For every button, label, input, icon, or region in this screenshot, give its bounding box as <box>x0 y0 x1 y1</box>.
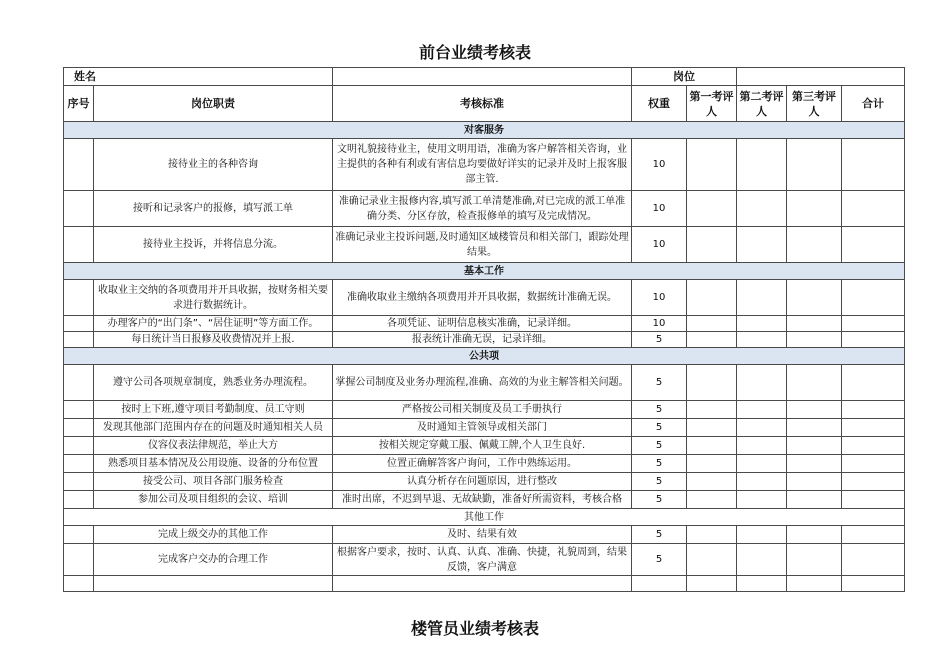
table-row <box>64 473 905 491</box>
evaluator-3-score-cell[interactable] <box>787 473 842 491</box>
evaluator-2-score-cell[interactable] <box>737 473 787 491</box>
section-title: 基本工作 <box>64 263 905 280</box>
evaluator-1-score-cell[interactable] <box>687 455 737 473</box>
evaluator-3-score-cell[interactable] <box>787 401 842 419</box>
total-score-cell[interactable] <box>842 191 905 227</box>
empty-cell[interactable] <box>94 576 333 592</box>
weight-cell: 5 <box>632 526 687 544</box>
section-row <box>64 263 905 280</box>
evaluator-2-score-cell[interactable] <box>737 139 787 191</box>
standard-cell: 认真分析存在问题原因，进行整改 <box>333 473 632 491</box>
evaluator-3-score-cell[interactable] <box>787 332 842 348</box>
total-score-cell[interactable] <box>842 455 905 473</box>
duty-cell: 完成客户交办的合理工作 <box>94 544 333 576</box>
total-score-cell[interactable] <box>842 526 905 544</box>
total-score-cell[interactable] <box>842 401 905 419</box>
duty-header: 岗位职责 <box>94 86 333 122</box>
standard-header: 考核标准 <box>333 86 632 122</box>
evaluator-1-score-cell[interactable] <box>687 332 737 348</box>
seq-cell[interactable] <box>64 316 94 332</box>
standard-cell: 根据客户要求，按时、认真、认真、准确、快捷，礼貌周到，结果反馈，客户满意 <box>333 544 632 576</box>
total-score-cell[interactable] <box>842 419 905 437</box>
evaluator-1-score-cell[interactable] <box>687 365 737 401</box>
evaluator-2-score-cell[interactable] <box>737 280 787 316</box>
standard-cell: 文明礼貌接待业主，使用文明用语，准确为客户解答相关咨询，业主提供的各种有利或有害信息均要做好详实的记录并及时上报客服部主管. <box>333 139 632 191</box>
evaluator-2-score-cell[interactable] <box>737 332 787 348</box>
evaluator-2-score-cell[interactable] <box>737 544 787 576</box>
evaluator-1-score-cell[interactable] <box>687 227 737 263</box>
name-label: 姓名 <box>64 68 333 86</box>
seq-cell[interactable] <box>64 544 94 576</box>
evaluator-3-score-cell[interactable] <box>787 139 842 191</box>
duty-cell: 接待业主的各种咨询 <box>94 139 333 191</box>
section-title: 公共项 <box>64 348 905 365</box>
weight-cell: 5 <box>632 437 687 455</box>
weight-cell: 10 <box>632 227 687 263</box>
table-row <box>64 526 905 544</box>
standard-cell: 各项凭证、证明信息核实准确，记录详细。 <box>333 316 632 332</box>
weight-cell: 10 <box>632 139 687 191</box>
duty-cell: 接听和记录客户的报修，填写派工单 <box>94 191 333 227</box>
empty-cell[interactable] <box>632 576 687 592</box>
seq-cell[interactable] <box>64 332 94 348</box>
total-score-cell[interactable] <box>842 544 905 576</box>
standard-cell: 按相关规定穿戴工服、佩戴工牌,个人卫生良好. <box>333 437 632 455</box>
duty-cell: 仪容仪表法律规范，举止大方 <box>94 437 333 455</box>
evaluator-3-score-cell[interactable] <box>787 316 842 332</box>
table-row <box>64 316 905 332</box>
seq-cell[interactable] <box>64 419 94 437</box>
evaluator-2-score-cell[interactable] <box>737 419 787 437</box>
standard-cell: 及时、结果有效 <box>333 526 632 544</box>
evaluator-3-score-cell[interactable] <box>787 280 842 316</box>
seq-cell[interactable] <box>64 191 94 227</box>
weight-cell: 5 <box>632 419 687 437</box>
total-score-cell[interactable] <box>842 437 905 455</box>
seq-cell[interactable] <box>64 526 94 544</box>
weight-cell: 5 <box>632 544 687 576</box>
weight-cell: 5 <box>632 491 687 509</box>
seq-cell[interactable] <box>64 455 94 473</box>
total-score-cell[interactable] <box>842 280 905 316</box>
evaluator-1-score-cell[interactable] <box>687 419 737 437</box>
seq-cell[interactable] <box>64 280 94 316</box>
duty-cell: 收取业主交纳的各项费用并开具收据，按财务相关要求进行数据统计。 <box>94 280 333 316</box>
seq-cell[interactable] <box>64 139 94 191</box>
standard-cell: 准确记录业主投诉问题,及时通知区域楼管员和相关部门，跟踪处理结果。 <box>333 227 632 263</box>
empty-cell[interactable] <box>64 576 94 592</box>
standard-cell: 位置正确解答客户询问，工作中熟练运用。 <box>333 455 632 473</box>
evaluator-1-score-cell[interactable] <box>687 280 737 316</box>
seq-header: 序号 <box>64 86 94 122</box>
evaluator-3-header: 第三考评人 <box>787 86 842 122</box>
seq-cell[interactable] <box>64 365 94 401</box>
standard-cell: 掌握公司制度及业务办理流程,准确、高效的为业主解答相关问题。 <box>333 365 632 401</box>
section-title: 其他工作 <box>64 509 905 526</box>
duty-cell: 按时上下班,遵守项目考勤制度、员工守则 <box>94 401 333 419</box>
duty-cell: 参加公司及项目组织的会议、培训 <box>94 491 333 509</box>
evaluator-2-header: 第二考评人 <box>737 86 787 122</box>
total-score-cell[interactable] <box>842 332 905 348</box>
evaluator-3-score-cell[interactable] <box>787 491 842 509</box>
section-row <box>64 122 905 139</box>
weight-cell: 10 <box>632 316 687 332</box>
evaluator-1-score-cell[interactable] <box>687 316 737 332</box>
table-row <box>64 401 905 419</box>
weight-cell: 10 <box>632 280 687 316</box>
weight-cell: 5 <box>632 473 687 491</box>
evaluator-1-score-cell[interactable] <box>687 191 737 227</box>
empty-cell[interactable] <box>687 576 737 592</box>
seq-cell[interactable] <box>64 473 94 491</box>
total-score-cell[interactable] <box>842 139 905 191</box>
table-row <box>64 191 905 227</box>
evaluator-3-score-cell[interactable] <box>787 455 842 473</box>
evaluator-2-score-cell[interactable] <box>737 365 787 401</box>
weight-cell: 10 <box>632 191 687 227</box>
evaluator-2-score-cell[interactable] <box>737 191 787 227</box>
table-row <box>64 332 905 348</box>
table-row <box>64 365 905 401</box>
standard-cell: 准确收取业主缴纳各项费用并开具收据，数据统计准确无误。 <box>333 280 632 316</box>
total-score-cell[interactable] <box>842 365 905 401</box>
total-score-cell[interactable] <box>842 227 905 263</box>
evaluator-2-score-cell[interactable] <box>737 526 787 544</box>
evaluator-1-score-cell[interactable] <box>687 526 737 544</box>
duty-cell: 接待业主投诉，并将信息分流。 <box>94 227 333 263</box>
table-row <box>64 227 905 263</box>
empty-row <box>64 576 905 592</box>
duty-cell: 完成上级交办的其他工作 <box>94 526 333 544</box>
duty-cell: 接受公司、项目各部门服务检查 <box>94 473 333 491</box>
duty-cell: 熟悉项目基本情况及公用设施、设备的分布位置 <box>94 455 333 473</box>
evaluator-2-score-cell[interactable] <box>737 227 787 263</box>
next-sheet-title: 楼管员业绩考核表 <box>410 619 539 638</box>
evaluator-3-score-cell[interactable] <box>787 419 842 437</box>
seq-cell[interactable] <box>64 491 94 509</box>
seq-cell[interactable] <box>64 437 94 455</box>
seq-cell[interactable] <box>64 401 94 419</box>
standard-cell: 及时通知主管领导或相关部门 <box>333 419 632 437</box>
empty-cell[interactable] <box>737 576 787 592</box>
position-value-cell[interactable] <box>737 68 905 86</box>
name-value-cell[interactable] <box>333 68 632 86</box>
evaluator-1-score-cell[interactable] <box>687 437 737 455</box>
duty-cell: 遵守公司各项规章制度，熟悉业务办理流程。 <box>94 365 333 401</box>
evaluator-2-score-cell[interactable] <box>737 401 787 419</box>
table-row <box>64 139 905 191</box>
standard-cell: 准确记录业主报修内容,填写派工单清楚准确,对已完成的派工单准确分类、分区存放，检查报修单的填写及完成情况。 <box>333 191 632 227</box>
evaluator-3-score-cell[interactable] <box>787 437 842 455</box>
total-score-cell[interactable] <box>842 316 905 332</box>
evaluator-3-score-cell[interactable] <box>787 227 842 263</box>
performance-table <box>63 67 905 592</box>
seq-cell[interactable] <box>64 227 94 263</box>
section-title: 对客服务 <box>64 122 905 139</box>
evaluator-3-score-cell[interactable] <box>787 365 842 401</box>
weight-header: 权重 <box>632 86 687 122</box>
table-row <box>64 455 905 473</box>
evaluator-1-header: 第一考评人 <box>687 86 737 122</box>
section-row <box>64 348 905 365</box>
total-score-cell[interactable] <box>842 491 905 509</box>
weight-cell: 5 <box>632 401 687 419</box>
evaluator-1-score-cell[interactable] <box>687 401 737 419</box>
section-row <box>64 509 905 526</box>
total-header: 合计 <box>842 86 905 122</box>
evaluator-1-score-cell[interactable] <box>687 473 737 491</box>
table-row <box>64 280 905 316</box>
evaluator-2-score-cell[interactable] <box>737 455 787 473</box>
weight-cell: 5 <box>632 365 687 401</box>
weight-cell: 5 <box>632 455 687 473</box>
sheet-title: 前台业绩考核表 <box>418 43 531 62</box>
table-row <box>64 544 905 576</box>
total-score-cell[interactable] <box>842 473 905 491</box>
evaluator-2-score-cell[interactable] <box>737 316 787 332</box>
evaluator-1-score-cell[interactable] <box>687 139 737 191</box>
standard-cell: 严格按公司相关制度及员工手册执行 <box>333 401 632 419</box>
evaluator-3-score-cell[interactable] <box>787 191 842 227</box>
table-row <box>64 437 905 455</box>
evaluator-3-score-cell[interactable] <box>787 544 842 576</box>
evaluator-2-score-cell[interactable] <box>737 491 787 509</box>
duty-cell: 发现其他部门范围内存在的问题及时通知相关人员 <box>94 419 333 437</box>
empty-cell[interactable] <box>842 576 905 592</box>
duty-cell: 每日统计当日报修及收费情况并上报. <box>94 332 333 348</box>
evaluator-1-score-cell[interactable] <box>687 544 737 576</box>
evaluator-1-score-cell[interactable] <box>687 491 737 509</box>
evaluator-2-score-cell[interactable] <box>737 437 787 455</box>
weight-cell: 5 <box>632 332 687 348</box>
standard-cell: 报表统计准确无误，记录详细。 <box>333 332 632 348</box>
empty-cell[interactable] <box>787 576 842 592</box>
empty-cell[interactable] <box>333 576 632 592</box>
standard-cell: 准时出席，不迟到早退、无故缺勤，准备好所需资料，考核合格 <box>333 491 632 509</box>
table-row <box>64 419 905 437</box>
position-label: 岗位 <box>632 68 737 86</box>
evaluator-3-score-cell[interactable] <box>787 526 842 544</box>
table-row <box>64 491 905 509</box>
duty-cell: 办理客户的“出门条”、“居住证明”等方面工作。 <box>94 316 333 332</box>
